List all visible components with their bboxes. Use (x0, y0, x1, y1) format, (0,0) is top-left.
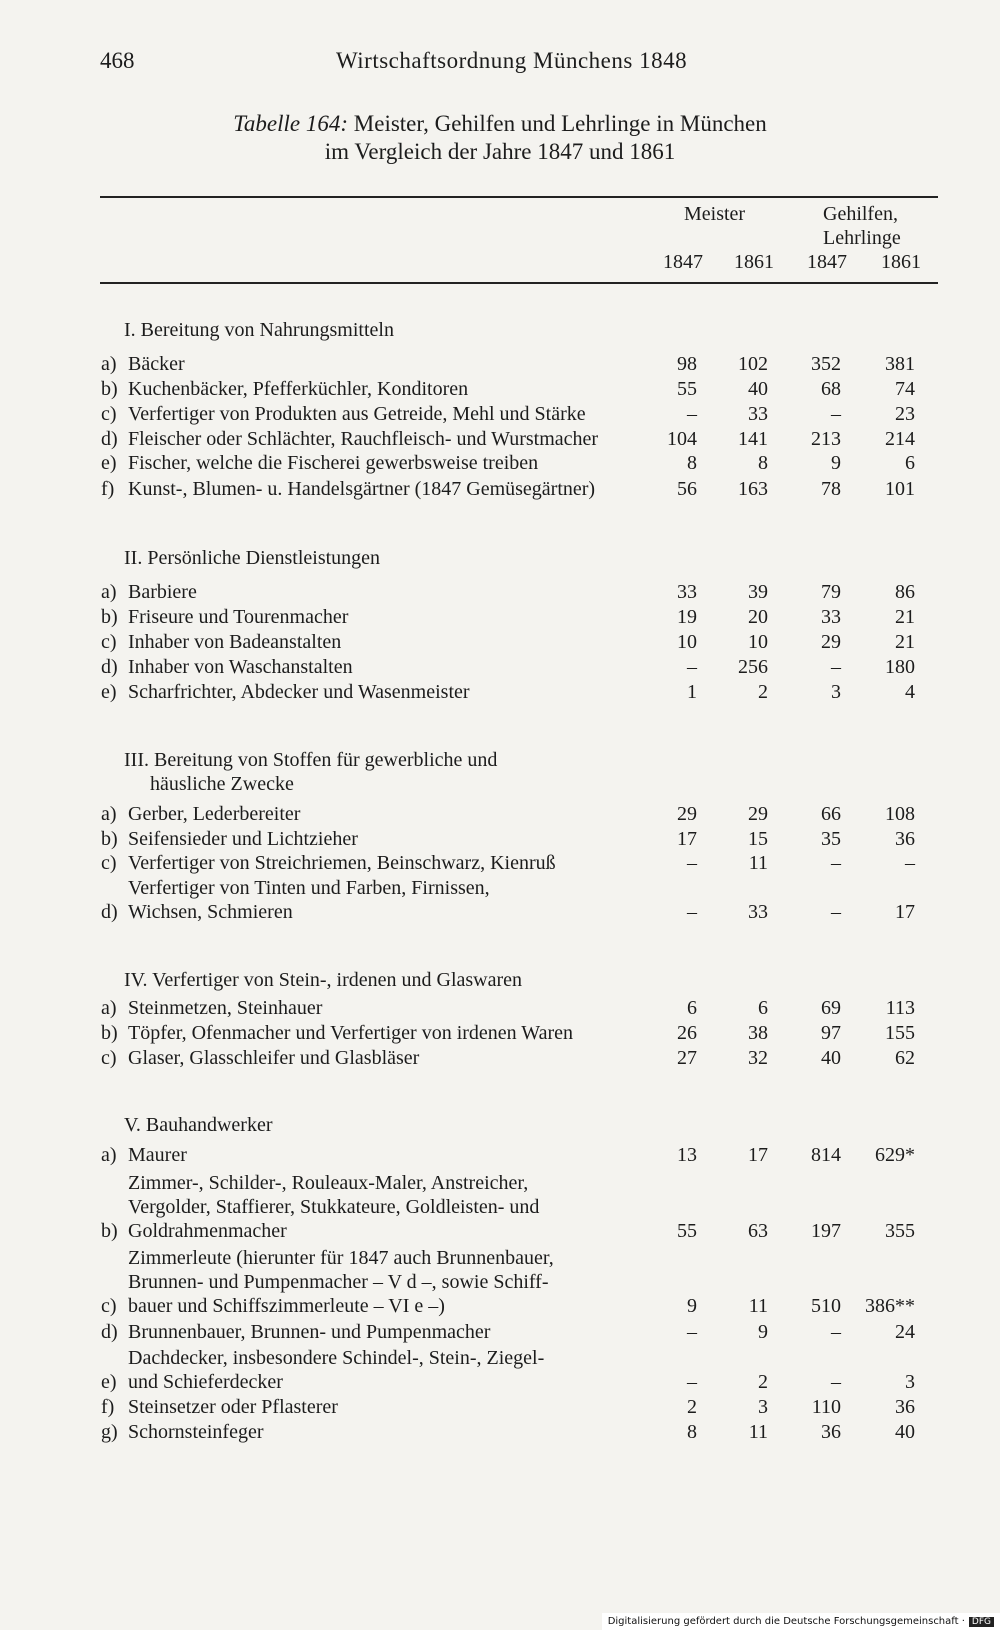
section-title-line: III. Bereitung von Stoffen für gewerbliche und (124, 749, 498, 771)
row-label (128, 605, 348, 629)
cell-value: – (687, 656, 697, 678)
row-label-line: Inhaber von Badeanstalten (128, 631, 342, 653)
section-title (124, 968, 522, 992)
cell-value: 63 (748, 1220, 768, 1242)
table-row (0, 1346, 1000, 1394)
row-letter: g) (101, 1421, 118, 1443)
cell-value: 20 (748, 606, 768, 628)
row-label-line: Dachdecker, insbesondere Schindel-, Stein-, Ziegel- (128, 1347, 545, 1369)
cell-value: 55 (677, 378, 697, 400)
table-row (0, 876, 1000, 924)
table-row (0, 477, 1000, 501)
table-label: Tabelle 164: (233, 111, 349, 136)
row-label (128, 851, 556, 875)
cell-value: 9 (831, 452, 841, 474)
cell-value: 2 (758, 1371, 768, 1393)
cell-value: 102 (738, 353, 768, 375)
cell-value: 197 (811, 1220, 841, 1242)
cell-value: 213 (811, 428, 841, 450)
table-row (0, 1320, 1000, 1344)
row-label-line: Wichsen, Schmieren (128, 901, 293, 923)
cell-value: 2 (758, 681, 768, 703)
cell-value: – (687, 1321, 697, 1343)
row-label (128, 402, 586, 426)
row-label-line: Goldrahmenmacher (128, 1220, 287, 1242)
cell-value: 163 (738, 478, 768, 500)
cell-value: 69 (821, 997, 841, 1019)
row-label-line: Glaser, Glasschleifer und Glasbläser (128, 1047, 420, 1069)
row-letter: d) (101, 1321, 118, 1343)
row-label-line: Bäcker (128, 353, 185, 375)
table-row (0, 352, 1000, 376)
table-row (0, 1420, 1000, 1444)
table-row (0, 402, 1000, 426)
table-row (0, 996, 1000, 1020)
row-label (128, 876, 490, 924)
cell-value: 9 (687, 1295, 697, 1317)
cell-value: 104 (667, 428, 697, 450)
cell-value: – (831, 852, 841, 874)
row-label-line: Zimmerleute (hierunter für 1847 auch Brunnenbauer, (128, 1247, 554, 1269)
cell-value: 21 (895, 606, 915, 628)
row-letter: c) (101, 631, 117, 653)
cell-value: – (831, 656, 841, 678)
column-year-3: 1847 (807, 251, 847, 273)
row-label-line: Kuchenbäcker, Pfefferküchler, Konditoren (128, 378, 469, 400)
row-letter: d) (101, 428, 118, 450)
row-letter: a) (101, 581, 117, 603)
cell-value: 256 (738, 656, 768, 678)
row-label (128, 1246, 554, 1318)
cell-value: 3 (905, 1371, 915, 1393)
cell-value: 33 (748, 403, 768, 425)
row-label (128, 1171, 539, 1243)
row-label-line: Vergolder, Staffierer, Stukkateure, Goldleisten- und (128, 1196, 540, 1218)
table-row (0, 680, 1000, 704)
cell-value: 13 (677, 1144, 697, 1166)
section-title-line: IV. Verfertiger von Stein-, irdenen und Glaswaren (124, 969, 523, 991)
table-row (0, 827, 1000, 851)
cell-value: 17 (677, 828, 697, 850)
cell-value: 15 (748, 828, 768, 850)
cell-value: 110 (811, 1396, 841, 1418)
cell-value: 141 (738, 428, 768, 450)
table-row (0, 1046, 1000, 1070)
row-label (128, 377, 468, 401)
row-letter: f) (101, 1396, 115, 1418)
row-letter: a) (101, 997, 117, 1019)
cell-value: – (831, 403, 841, 425)
row-label-line: Schornsteinfeger (128, 1421, 264, 1443)
row-label-line: Maurer (128, 1144, 187, 1166)
row-letter: a) (101, 803, 117, 825)
table-row (0, 1021, 1000, 1045)
row-label-line: Fischer, welche die Fischerei gewerbsweise treiben (128, 452, 539, 474)
row-label (128, 1395, 338, 1419)
section-title-line: V. Bauhandwerker (124, 1114, 273, 1136)
cell-value: 9 (758, 1321, 768, 1343)
cell-value: 11 (748, 1421, 768, 1443)
column-group-gehilfen: Gehilfen, (823, 203, 898, 225)
row-label-line: Verfertiger von Streichriemen, Beinschwarz, Kienruß (128, 852, 556, 874)
cell-value: 78 (821, 478, 841, 500)
table-row (0, 427, 1000, 451)
cell-value: 11 (748, 852, 768, 874)
cell-value: – (905, 852, 915, 874)
cell-value: – (831, 1371, 841, 1393)
cell-value: 3 (758, 1396, 768, 1418)
cell-value: 180 (885, 656, 915, 678)
cell-value: 6 (687, 997, 697, 1019)
row-label-line: Scharfrichter, Abdecker und Wasenmeister (128, 681, 470, 703)
cell-value: 36 (821, 1421, 841, 1443)
cell-value: 11 (748, 1295, 768, 1317)
section-title (124, 748, 497, 796)
cell-value: 86 (895, 581, 915, 603)
cell-value: 35 (821, 828, 841, 850)
cell-value: 55 (677, 1220, 697, 1242)
row-label (128, 580, 197, 604)
row-label-line: Seifensieder und Lichtzieher (128, 828, 358, 850)
cell-value: – (687, 403, 697, 425)
cell-value: 40 (895, 1421, 915, 1443)
cell-value: 8 (687, 1421, 697, 1443)
row-label (128, 1143, 187, 1167)
cell-value: 36 (895, 828, 915, 850)
row-label-line: Töpfer, Ofenmacher und Verfertiger von irdenen Waren (128, 1022, 573, 1044)
row-label-line: Gerber, Lederbereiter (128, 803, 301, 825)
section-title-line: II. Persönliche Dienstleistungen (124, 547, 381, 569)
row-letter: e) (101, 1371, 117, 1393)
table-row (0, 802, 1000, 826)
row-label (128, 680, 470, 704)
column-year-1: 1847 (663, 251, 703, 273)
cell-value: 29 (821, 631, 841, 653)
table-row (0, 580, 1000, 604)
cell-value: 68 (821, 378, 841, 400)
row-letter: d) (101, 901, 118, 923)
row-label (128, 352, 185, 376)
cell-value: – (687, 852, 697, 874)
cell-value: 24 (895, 1321, 915, 1343)
table-row (0, 451, 1000, 475)
column-year-2: 1861 (734, 251, 774, 273)
row-label-line: Zimmer-, Schilder-, Rouleaux-Maler, Anstreicher, (128, 1172, 529, 1194)
row-letter: a) (101, 353, 117, 375)
table-row (0, 605, 1000, 629)
cell-value: 38 (748, 1022, 768, 1044)
section-title (124, 1113, 272, 1137)
cell-value: 66 (821, 803, 841, 825)
table-row (0, 377, 1000, 401)
cell-value: 23 (895, 403, 915, 425)
row-letter: d) (101, 656, 118, 678)
row-letter: b) (101, 378, 118, 400)
row-letter: e) (101, 452, 117, 474)
row-letter: f) (101, 478, 115, 500)
cell-value: 214 (885, 428, 915, 450)
row-letter: a) (101, 1144, 117, 1166)
cell-value: – (687, 901, 697, 923)
row-label-line: bauer und Schiffszimmerleute – VI e –) (128, 1295, 445, 1317)
cell-value: 352 (811, 353, 841, 375)
table-row (0, 1246, 1000, 1318)
row-label-line: Verfertiger von Produkten aus Getreide, Mehl und Stärke (128, 403, 586, 425)
cell-value: 113 (885, 997, 915, 1019)
table-row (0, 1143, 1000, 1167)
cell-value: 21 (895, 631, 915, 653)
row-label (128, 630, 341, 654)
cell-value: 36 (895, 1396, 915, 1418)
cell-value: 33 (748, 901, 768, 923)
row-letter: c) (101, 1047, 117, 1069)
cell-value: 33 (821, 606, 841, 628)
cell-value: 32 (748, 1047, 768, 1069)
cell-value: 629* (875, 1144, 915, 1166)
row-letter: b) (101, 606, 118, 628)
cell-value: 10 (748, 631, 768, 653)
cell-value: 29 (677, 803, 697, 825)
row-letter: b) (101, 1022, 118, 1044)
row-label-line: und Schieferdecker (128, 1371, 283, 1393)
cell-value: 26 (677, 1022, 697, 1044)
section-title (124, 318, 394, 342)
running-head: Wirtschaftsordnung Münchens 1848 (336, 48, 688, 73)
cell-value: 386** (865, 1295, 915, 1317)
row-letter: c) (101, 852, 117, 874)
cell-value: 1 (687, 681, 697, 703)
caption-line-2: im Vergleich der Jahre 1847 und 1861 (324, 139, 676, 164)
cell-value: 3 (831, 681, 841, 703)
caption-line-1: Meister, Gehilfen und Lehrlinge in München (353, 111, 767, 136)
top-rule (100, 196, 938, 198)
cell-value: 155 (885, 1022, 915, 1044)
cell-value: 2 (687, 1396, 697, 1418)
row-label (128, 451, 538, 475)
cell-value: – (831, 901, 841, 923)
row-letter: c) (101, 403, 117, 425)
cell-value: 40 (748, 378, 768, 400)
cell-value: 39 (748, 581, 768, 603)
row-label-line: Verfertiger von Tinten und Farben, Firnissen, (128, 877, 490, 899)
row-label (128, 1046, 419, 1070)
cell-value: 27 (677, 1047, 697, 1069)
cell-value: 108 (885, 803, 915, 825)
cell-value: 101 (885, 478, 915, 500)
cell-value: 10 (677, 631, 697, 653)
table-row (0, 851, 1000, 875)
table-row (0, 630, 1000, 654)
table-row (0, 1395, 1000, 1419)
column-year-4: 1861 (881, 251, 921, 273)
cell-value: 74 (895, 378, 915, 400)
table-row (0, 655, 1000, 679)
cell-value: 19 (677, 606, 697, 628)
header-rule (100, 282, 938, 284)
row-label (128, 1021, 573, 1045)
row-label (128, 477, 595, 501)
row-label-line: Inhaber von Waschanstalten (128, 656, 353, 678)
footer-text: Digitalisierung gefördert durch die Deutsche Forschungsgemeinschaft · (607, 1616, 965, 1627)
cell-value: 355 (885, 1220, 915, 1242)
cell-value: 29 (748, 803, 768, 825)
row-label (128, 427, 598, 451)
cell-value: – (831, 1321, 841, 1343)
cell-value: – (687, 1371, 697, 1393)
cell-value: 56 (677, 478, 697, 500)
cell-value: 97 (821, 1022, 841, 1044)
row-label-line: Steinmetzen, Steinhauer (128, 997, 323, 1019)
row-letter: b) (101, 1220, 118, 1242)
cell-value: 6 (758, 997, 768, 1019)
cell-value: 17 (895, 901, 915, 923)
row-label (128, 996, 322, 1020)
row-label (128, 655, 353, 679)
cell-value: 381 (885, 353, 915, 375)
dfg-logo: DFG (969, 1617, 994, 1627)
row-label-line: Brunnenbauer, Brunnen- und Pumpenmacher (128, 1321, 491, 1343)
cell-value: 17 (748, 1144, 768, 1166)
row-letter: b) (101, 828, 118, 850)
row-label-line: Barbiere (128, 581, 197, 603)
row-label (128, 1320, 490, 1344)
cell-value: 8 (687, 452, 697, 474)
cell-value: 79 (821, 581, 841, 603)
cell-value: 33 (677, 581, 697, 603)
table-caption (100, 110, 900, 166)
section-title (124, 546, 380, 570)
row-label-line: Friseure und Tourenmacher (128, 606, 349, 628)
row-label (128, 802, 300, 826)
section-title-line: I. Bereitung von Nahrungsmitteln (124, 319, 394, 341)
row-label (128, 827, 358, 851)
row-label (128, 1420, 264, 1444)
page-number: 468 (100, 48, 135, 73)
cell-value: 8 (758, 452, 768, 474)
table-row (0, 1171, 1000, 1243)
row-letter: c) (101, 1295, 117, 1317)
cell-value: 6 (905, 452, 915, 474)
cell-value: 62 (895, 1047, 915, 1069)
column-group-lehrlinge: Lehrlinge (823, 227, 901, 249)
column-group-meister: Meister (684, 203, 746, 225)
row-label-line: Steinsetzer oder Pflasterer (128, 1396, 338, 1418)
row-label-line: Brunnen- und Pumpenmacher – V d –, sowie Schiff- (128, 1271, 549, 1293)
cell-value: 510 (811, 1295, 841, 1317)
digitization-footer (602, 1613, 1000, 1630)
section-title-line: häusliche Zwecke (150, 773, 294, 795)
row-label-line: Fleischer oder Schlächter, Rauchfleisch- und Wurstmacher (128, 428, 599, 450)
cell-value: 4 (905, 681, 915, 703)
cell-value: 40 (821, 1047, 841, 1069)
cell-value: 814 (811, 1144, 841, 1166)
row-letter: e) (101, 681, 117, 703)
row-label-line: Kunst-, Blumen- u. Handelsgärtner (1847 Gemüsegärtner) (128, 478, 596, 500)
row-label (128, 1346, 544, 1394)
cell-value: 98 (677, 353, 697, 375)
